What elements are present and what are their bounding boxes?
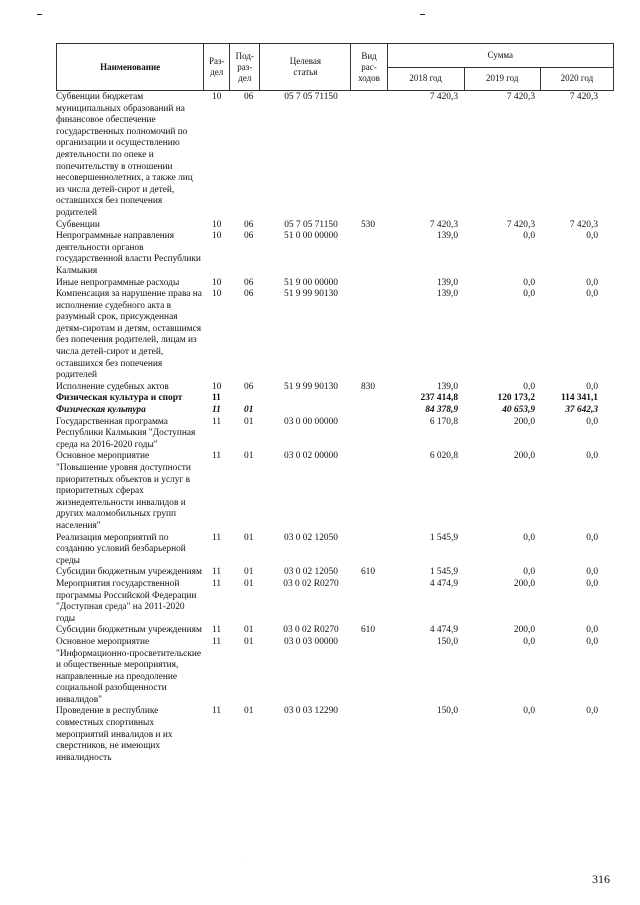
row-sum-2018: 150,0 xyxy=(436,706,458,717)
row-target: 03 0 02 R0270 xyxy=(283,578,339,589)
row-target: 51 9 99 90130 xyxy=(284,289,338,300)
row-sum-2020: 0,0 xyxy=(586,625,598,636)
row-name: Реализация мероприятий по созданию условий безбарьерной среды xyxy=(56,532,186,566)
row-sum-2018: 6 170,8 xyxy=(429,416,458,427)
row-podrazdel: 01 xyxy=(244,451,254,462)
row-sum-2018: 1 545,9 xyxy=(429,567,458,578)
row-target: 51 9 00 00000 xyxy=(284,277,338,288)
row-sum-2018: 4 474,9 xyxy=(429,625,458,636)
row-sum-2019: 0,0 xyxy=(523,567,535,578)
col-sum: Сумма xyxy=(387,44,613,68)
row-podrazdel: 01 xyxy=(244,416,254,427)
row-name: Субсидии бюджетным учреждениям xyxy=(56,567,202,578)
row-sum-2019: 200,0 xyxy=(513,451,535,462)
col-2020: 2020 год xyxy=(540,67,613,91)
row-name: Физическая культура и спорт xyxy=(56,393,183,404)
col-2019: 2019 год xyxy=(464,67,540,91)
col-name: Наименование xyxy=(100,61,161,72)
page-number: 316 xyxy=(592,872,610,886)
row-name: Компенсация за нарушение права на исполнение судебного акта в разумный срок, присужденная детям-сиротам и детям, оставшимся без попечения родителей, лицам из числа детей-сирот и детей, оставшихся без попечения родителей xyxy=(56,289,202,381)
row-vid: 530 xyxy=(360,219,376,230)
table-row xyxy=(56,579,614,625)
row-vid: 610 xyxy=(360,625,376,636)
row-podrazdel: 01 xyxy=(244,567,254,578)
row-podrazdel: 01 xyxy=(244,578,254,589)
row-sum-2020: 114 341,1 xyxy=(561,393,598,404)
table-body xyxy=(56,92,614,764)
row-sum-2020: 0,0 xyxy=(586,277,598,288)
row-razdel: 10 xyxy=(212,231,222,242)
table-row xyxy=(56,92,614,220)
row-sum-2018: 4 474,9 xyxy=(429,578,458,589)
row-sum-2019: 200,0 xyxy=(513,416,535,427)
row-podrazdel: 01 xyxy=(244,625,254,636)
table-row xyxy=(56,278,614,290)
table-row xyxy=(56,405,614,417)
row-name: Исполнение судебных актов xyxy=(56,381,169,392)
row-sum-2018: 237 414,8 xyxy=(420,393,458,404)
table-row xyxy=(56,289,614,382)
row-razdel: 11 xyxy=(212,578,222,589)
row-sum-2020: 0,0 xyxy=(586,289,598,300)
row-name: Физическая культура xyxy=(56,405,146,416)
row-sum-2020: 7 420,3 xyxy=(569,219,598,230)
col-podrazdel: Под- раз- дел xyxy=(230,44,260,91)
row-vid: 610 xyxy=(360,567,376,578)
row-sum-2020: 7 420,3 xyxy=(569,92,598,102)
row-sum-2020: 0,0 xyxy=(586,231,598,242)
row-sum-2019: 7 420,3 xyxy=(506,92,535,102)
row-sum-2018: 139,0 xyxy=(436,277,458,288)
row-razdel: 11 xyxy=(212,405,221,416)
table-row xyxy=(56,220,614,232)
row-sum-2019: 0,0 xyxy=(523,231,535,242)
row-sum-2020: 0,0 xyxy=(586,532,598,543)
table-row xyxy=(56,533,614,568)
row-sum-2018: 7 420,3 xyxy=(429,219,458,230)
table-row xyxy=(56,706,614,764)
row-podrazdel: 01 xyxy=(244,636,254,647)
row-name: Субвенции бюджетам муниципальных образований на финансовое обеспечение государственных полномочий по организации и осуществлению деятельности по опеке и попечительству в отношении несовершеннолетних, а также лиц из числа детей-сирот и детей, оставшихся без попечения родителей xyxy=(56,92,193,218)
row-sum-2020: 0,0 xyxy=(586,567,598,578)
row-sum-2019: 7 420,3 xyxy=(506,219,535,230)
row-razdel: 10 xyxy=(212,381,222,392)
row-sum-2019: 0,0 xyxy=(523,706,535,717)
row-podrazdel: 06 xyxy=(244,92,254,102)
row-podrazdel: 01 xyxy=(244,706,254,717)
row-podrazdel: 06 xyxy=(244,289,254,300)
row-sum-2019: 0,0 xyxy=(523,277,535,288)
row-razdel: 11 xyxy=(212,393,221,404)
row-razdel: 11 xyxy=(212,532,222,543)
table-row xyxy=(56,451,614,532)
top-mark-left xyxy=(37,14,42,15)
row-razdel: 10 xyxy=(212,92,222,102)
table-row xyxy=(56,637,614,707)
row-sum-2020: 0,0 xyxy=(586,706,598,717)
row-podrazdel: 06 xyxy=(244,231,254,242)
row-razdel: 11 xyxy=(212,625,222,636)
row-sum-2019: 0,0 xyxy=(523,381,535,392)
top-mark-right xyxy=(420,14,425,15)
row-name: Субсидии бюджетным учреждениям xyxy=(56,625,202,636)
row-podrazdel: 06 xyxy=(244,277,254,288)
row-sum-2018: 7 420,3 xyxy=(429,92,458,102)
row-target: 03 0 03 12290 xyxy=(284,706,338,717)
row-vid: 830 xyxy=(360,381,376,392)
row-sum-2018: 1 545,9 xyxy=(429,532,458,543)
row-podrazdel: 01 xyxy=(244,532,254,543)
row-target: 05 7 05 71150 xyxy=(284,219,338,230)
row-name: Основное мероприятие "Информационно-просветительские и общественные мероприятия, направленные на преодоление социальной разобщенности инвалидов" xyxy=(56,636,202,705)
row-sum-2019: 0,0 xyxy=(523,636,535,647)
row-podrazdel: 06 xyxy=(244,219,254,230)
row-name: Государственная программа Республики Калмыкия "Доступная среда на 2016-2020 годы" xyxy=(56,416,196,450)
row-sum-2019: 200,0 xyxy=(513,625,535,636)
row-target: 51 9 99 90130 xyxy=(284,381,338,392)
row-sum-2018: 84 378,9 xyxy=(425,405,458,416)
table-row xyxy=(56,393,614,405)
row-name: Основное мероприятие "Повышение уровня доступности приоритетных объектов и услуг в приоритетных сферах жизнедеятельности инвалидов и других маломобильных групп населения" xyxy=(56,451,191,531)
row-sum-2018: 139,0 xyxy=(436,231,458,242)
row-target: 03 0 00 00000 xyxy=(284,416,338,427)
row-sum-2018: 150,0 xyxy=(436,636,458,647)
row-sum-2019: 0,0 xyxy=(523,289,535,300)
table-row xyxy=(56,231,614,277)
row-name: Мероприятия государственной программы Российской Федерации "Доступная среда" на 2011-2020 годы xyxy=(56,578,197,624)
row-target: 03 0 03 00000 xyxy=(284,636,338,647)
row-razdel: 10 xyxy=(212,277,222,288)
table-row xyxy=(56,382,614,394)
row-razdel: 10 xyxy=(212,289,222,300)
row-sum-2020: 37 642,3 xyxy=(565,405,598,416)
row-target: 05 7 05 71150 xyxy=(284,92,338,102)
row-sum-2019: 0,0 xyxy=(523,532,535,543)
table-header xyxy=(56,43,614,91)
row-podrazdel: 01 xyxy=(244,405,254,416)
row-razdel: 10 xyxy=(212,219,222,230)
row-target: 03 0 02 00000 xyxy=(284,451,338,462)
scan-mark: · xyxy=(244,860,246,866)
row-name: Непрограммные направления деятельности органов государственной власти Республики Калмыкия xyxy=(56,231,201,276)
row-sum-2020: 0,0 xyxy=(586,636,598,647)
table-row xyxy=(56,567,614,579)
row-razdel: 11 xyxy=(212,567,222,578)
row-sum-2018: 139,0 xyxy=(436,289,458,300)
row-sum-2019: 120 173,2 xyxy=(497,393,535,404)
row-target: 03 0 02 12050 xyxy=(284,567,338,578)
col-2018: 2018 год xyxy=(387,67,464,91)
col-target: Целевая статья xyxy=(260,44,351,91)
row-sum-2018: 6 020,8 xyxy=(429,451,458,462)
row-sum-2019: 200,0 xyxy=(513,578,535,589)
row-target: 03 0 02 12050 xyxy=(284,532,338,543)
row-name: Субвенции xyxy=(56,219,100,230)
row-sum-2020: 0,0 xyxy=(586,578,598,589)
col-razdel: Раз- дел xyxy=(204,44,230,91)
row-razdel: 11 xyxy=(212,451,222,462)
row-target: 03 0 02 R0270 xyxy=(283,625,339,636)
row-sum-2019: 40 653,9 xyxy=(502,405,535,416)
table-row xyxy=(56,625,614,637)
row-sum-2020: 0,0 xyxy=(586,381,598,392)
col-vid: Вид рас- ходов xyxy=(351,44,387,91)
row-sum-2018: 139,0 xyxy=(436,381,458,392)
row-razdel: 11 xyxy=(212,636,222,647)
row-razdel: 11 xyxy=(212,416,222,427)
row-name: Проведение в республике совместных спортивных мероприятий инвалидов и их сверстников, не имеющих инвалидность xyxy=(56,706,173,763)
row-sum-2020: 0,0 xyxy=(586,451,598,462)
row-name: Иные непрограммные расходы xyxy=(56,277,180,288)
row-sum-2020: 0,0 xyxy=(586,416,598,427)
table-row xyxy=(56,417,614,452)
row-target: 51 0 00 00000 xyxy=(284,231,338,242)
row-podrazdel: 06 xyxy=(244,381,254,392)
row-razdel: 11 xyxy=(212,706,222,717)
